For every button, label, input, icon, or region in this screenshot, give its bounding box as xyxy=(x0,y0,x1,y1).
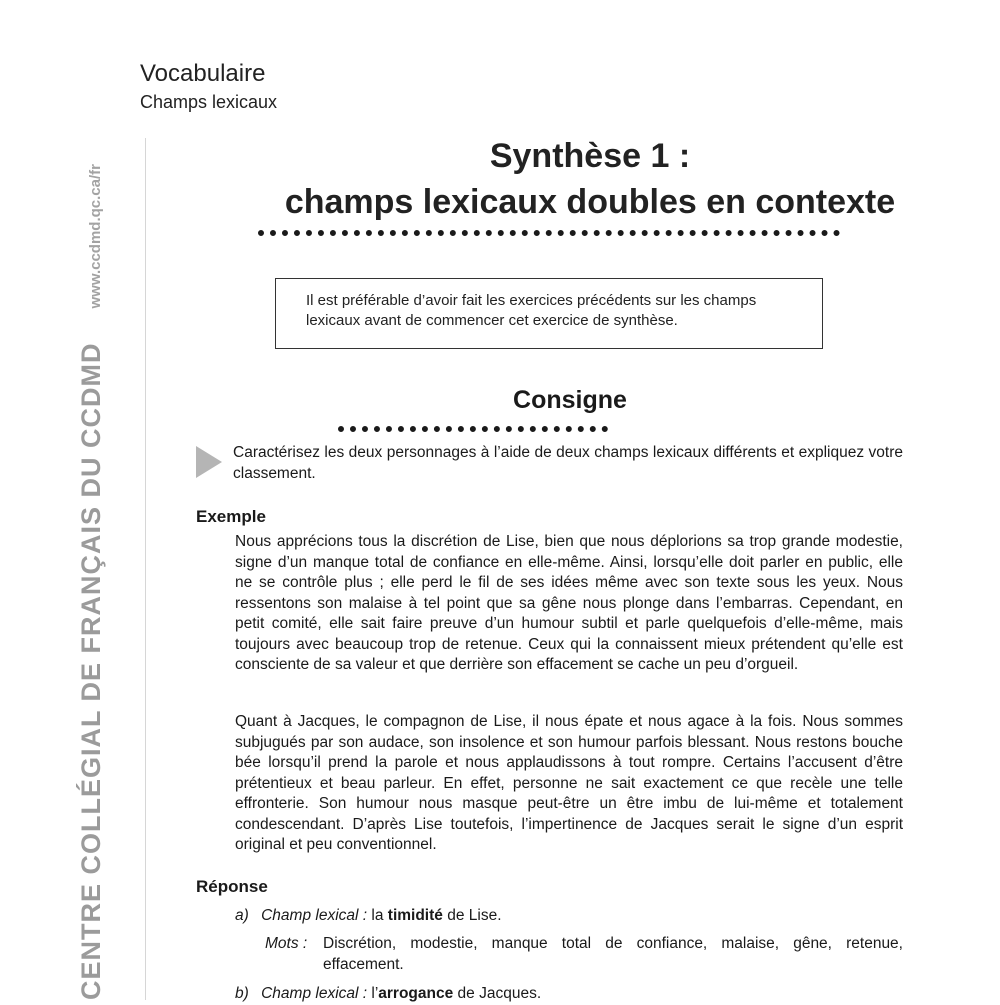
consigne-text: Caractérisez les deux personnages à l’aide de deux champs lexicaux différents et expliquez votre classement. xyxy=(233,444,903,482)
sidebar-url[interactable]: www.ccdmd.qc.ca/fr xyxy=(87,164,104,309)
consigne-dotted-rule xyxy=(338,426,608,432)
answer-b-label: Champ lexical : xyxy=(261,985,368,1002)
subsection-title: Champs lexicaux xyxy=(140,92,278,112)
answer-a-term: timidité xyxy=(387,907,443,924)
answer-b-marker: b) xyxy=(235,985,249,1002)
exemple-heading: Exemple xyxy=(196,507,266,526)
answer-a-label: Champ lexical : xyxy=(261,907,368,924)
answer-a-post: de Lise. xyxy=(447,907,502,924)
answer-b-post: de Jacques. xyxy=(457,985,542,1002)
reponse-heading: Réponse xyxy=(196,877,268,896)
sidebar-brand: CENTRE COLLÉGIAL DE FRANÇAIS DU CCDMD xyxy=(76,342,106,1000)
vertical-rule xyxy=(145,138,146,1000)
consigne-heading: Consigne xyxy=(513,386,627,414)
section-title: Vocabulaire xyxy=(140,60,266,87)
exemple-paragraph-2: Quant à Jacques, le compagnon de Lise, il nous épate et nous agace à la fois. Nous sommes subjugués par son audace, son insolence et son humour parfois blessant. Nous restons bouche bée lorsqu’il prend la parole et nous applaudissons à tout rompre. Certains l’accusent d’être prétentieux et beau parleur. En effet, personne ne sait exactement ce que recèle une telle effronterie. Son humour nous masque peut-être un être imbu de lui-même et totalement condescendant. D’après Lise toutefois, l’impertinence de Jacques serait le signe d’un esprit original et peu conventionnel. xyxy=(235,713,903,853)
answer-b-term: arrogance xyxy=(378,985,454,1002)
answer-b-pre: l’ xyxy=(371,985,379,1002)
answer-a xyxy=(235,906,502,927)
answer-a-mots: Discrétion, modestie, manque total de confiance, malaise, gêne, retenue, effacement. xyxy=(323,935,903,973)
page-title-line1: Synthèse 1 : xyxy=(489,137,691,175)
exemple-paragraph-1: Nous apprécions tous la discrétion de Lise, bien que nous déplorions sa trop grande modestie, signe d’un manque total de confiance en elle-même. Ainsi, lorsqu’elle doit parler en public, elle ne se contrôle plus ; elle perd le fil de ses idées même avec son texte sous les yeux. Nous ressentons son malaise à tel point que sa gêne nous plonge dans l’embarras. Cependant, en petit comité, elle sait faire preuve d’un humour subtil et parle quelquefois d’elle-même, mais toujours avec beaucoup trop de retenue. Ceux qui la connaissent mieux prétendent qu’elle est consciente de sa valeur et que derrière son effacement se cache un peu d’orgueil. xyxy=(235,533,903,673)
page-title xyxy=(160,134,1000,226)
answer-b xyxy=(235,984,541,1005)
prerequisite-note: Il est préférable d’avoir fait les exercices précédents sur les champs lexicaux avant de commencer cet exercice de synthèse. xyxy=(275,278,823,349)
sidebar-vertical-text xyxy=(76,164,107,1000)
title-dotted-rule xyxy=(258,230,840,236)
answer-a-pre: la xyxy=(371,907,384,924)
arrow-icon xyxy=(196,446,222,478)
answer-a-marker: a) xyxy=(235,907,249,924)
page-title-line2: champs lexicaux doubles en contexte xyxy=(284,183,896,221)
answer-a-mots-label: Mots : xyxy=(265,935,308,952)
